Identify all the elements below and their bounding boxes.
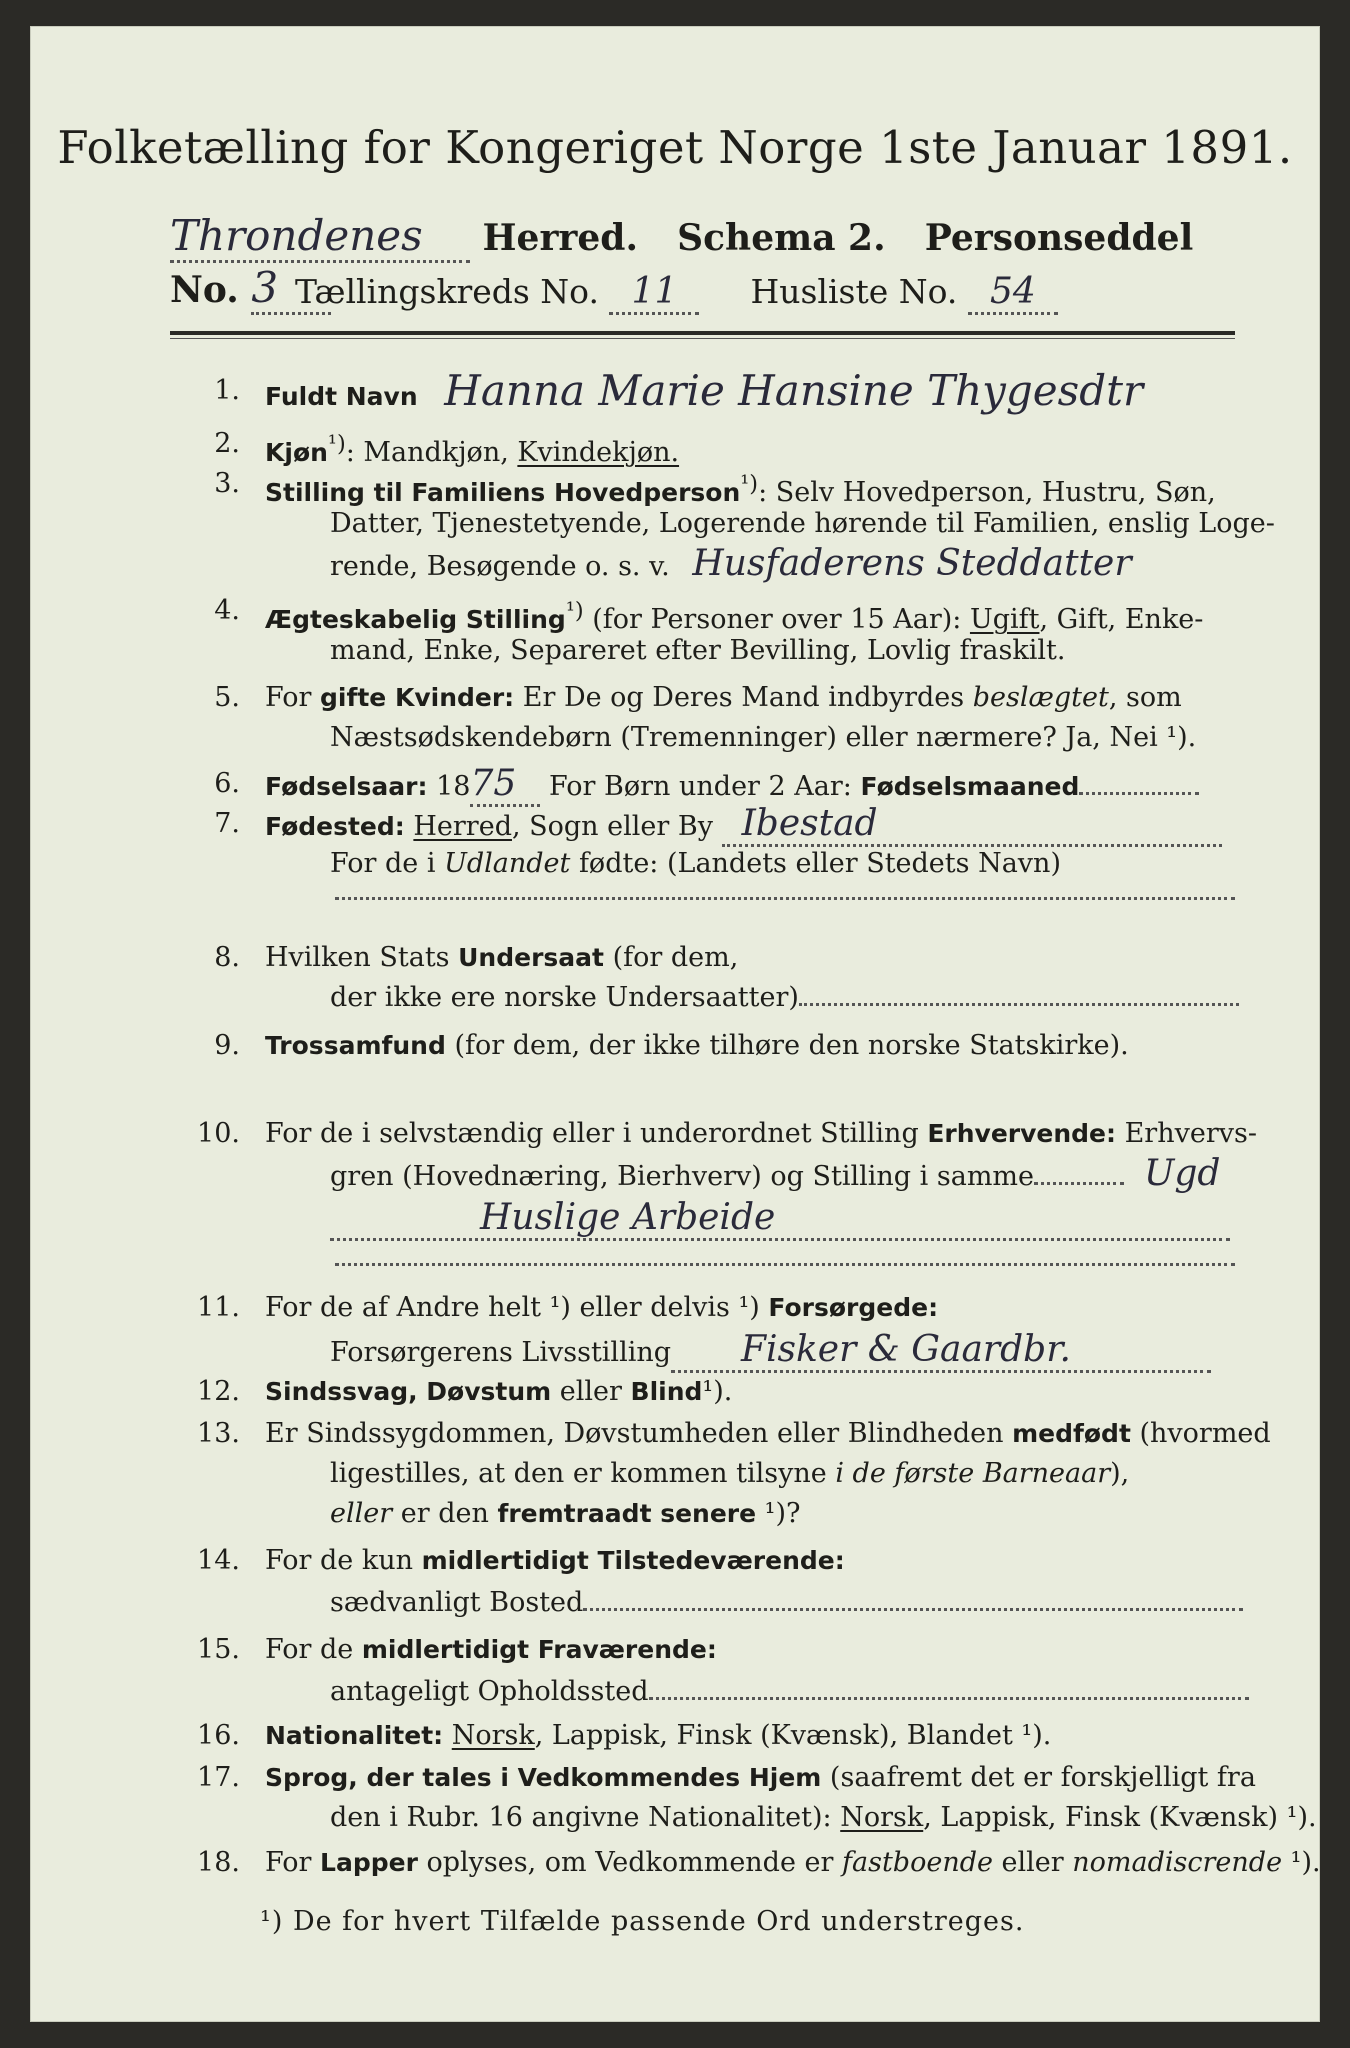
- item-12: [170, 1372, 1250, 1412]
- item-label: Nationalitet:: [265, 1721, 444, 1750]
- item-text-cont: ),: [1110, 1458, 1130, 1489]
- kreds-label: Tællingskreds No.: [295, 272, 599, 311]
- item-number: 2.: [214, 428, 240, 459]
- item-text: : Mandkjøn,: [345, 437, 518, 468]
- census-form: [30, 26, 1320, 2022]
- item-17: [170, 1758, 1317, 1838]
- footnote-mark: ¹): [327, 431, 346, 457]
- footnote: ¹) De for hvert Tilfælde passende Ord understreges.: [260, 1906, 1025, 1937]
- item-number: 5.: [214, 682, 240, 713]
- item-label: Kjøn: [265, 438, 328, 467]
- item-3: [170, 464, 1275, 584]
- item-italic: eller: [330, 1498, 393, 1529]
- husliste-label: Husliste No.: [750, 272, 958, 311]
- selected-option: Norsk: [840, 1802, 924, 1833]
- item-number: 17.: [197, 1762, 240, 1793]
- item-9: [170, 1026, 1250, 1066]
- birth-year-value: 75: [470, 764, 540, 807]
- item-text-cont: , Lappisk, Finsk (Kvænsk) ¹).: [923, 1802, 1317, 1833]
- selected-option: Herred: [413, 811, 512, 842]
- item-label: fremtraadt senere: [497, 1499, 757, 1528]
- selected-option: Kvindekjøn.: [517, 437, 680, 468]
- dotted-fill: [799, 981, 1239, 1006]
- item-text: (for dem,: [603, 942, 739, 973]
- item-label: gifte Kvinder:: [320, 683, 515, 712]
- item-number: 11.: [197, 1292, 240, 1323]
- item-8: [170, 938, 1250, 1018]
- stilling-value: Husfaderens Steddatter: [692, 543, 1132, 584]
- provider-value: Fisker & Gaardbr.: [671, 1330, 1211, 1373]
- full-name-value: Hanna Marie Hansine Thygesdtr: [444, 366, 1144, 415]
- item-text-cont: der ikke ere norske Undersaatter): [330, 982, 799, 1013]
- item-text: oplyses, om Vedkommende er: [417, 1847, 842, 1878]
- item-text: , Sogn eller By: [511, 811, 713, 842]
- item-number: 16.: [197, 1720, 240, 1751]
- item-label: Fødselsmaaned: [860, 772, 1080, 801]
- dotted-fill: [583, 1586, 1243, 1611]
- item-number: 15.: [197, 1634, 240, 1665]
- item-label: Erhvervende:: [927, 1119, 1117, 1148]
- item-text-cont: ligestilles, at den er kommen tilsyne: [330, 1458, 836, 1489]
- dotted-fill: [335, 896, 1235, 900]
- schema-label: Schema 2.: [677, 217, 886, 259]
- selected-option: Ugift: [969, 604, 1040, 635]
- item-text: ¹)?: [756, 1498, 801, 1529]
- header-rule: [170, 331, 1235, 335]
- item-number: 3.: [214, 468, 240, 499]
- item-label: medfødt: [1012, 1419, 1131, 1448]
- item-number: 7.: [214, 808, 240, 839]
- item-label: Undersaat: [458, 943, 604, 972]
- item-label: midlertidigt Fraværende:: [361, 1635, 717, 1664]
- item-text-cont: sædvanligt Bosted: [330, 1587, 584, 1618]
- selected-option: Norsk: [451, 1720, 535, 1751]
- footnote-mark: ¹): [565, 598, 584, 624]
- item-number: 13.: [197, 1418, 240, 1449]
- dotted-fill: [1034, 1160, 1124, 1185]
- kreds-no: 11: [609, 271, 699, 315]
- item-label: Forsørgede:: [768, 1293, 939, 1322]
- item-italic: beslægtet: [972, 682, 1109, 713]
- item-label: Fødselsaar:: [265, 772, 428, 801]
- item-14: [170, 1541, 1250, 1621]
- item-number: 14.: [197, 1545, 240, 1576]
- item-16: [170, 1716, 1250, 1756]
- item-text: For de af Andre helt ¹) eller delvis ¹): [265, 1292, 769, 1323]
- item-text: Hvilken Stats: [265, 942, 459, 973]
- item-text: (for dem, der ikke tilhøre den norske Statskirke).: [445, 1030, 1129, 1061]
- personseddel-label: Personseddel No.: [170, 217, 1194, 311]
- item-text: , Lappisk, Finsk (Kvænsk), Blandet ¹).: [534, 1720, 1052, 1751]
- herred-label: Herred.: [482, 217, 639, 259]
- item-text: For Børn under 2 Aar:: [540, 771, 861, 802]
- occupation-side-value: Ugd: [1144, 1153, 1221, 1194]
- item-label: Trossamfund: [265, 1031, 446, 1060]
- item-text-cont: mand, Enke, Separeret efter Bevilling, Lovlig fraskilt.: [330, 635, 1066, 666]
- item-text-cont: den i Rubr. 16 angivne Nationalitet):: [330, 1802, 841, 1833]
- item-10: [170, 1114, 1257, 1244]
- item-italic: i de første Barneaar: [835, 1458, 1111, 1489]
- item-5: [170, 678, 1250, 758]
- birthplace-value: Ibestad: [722, 804, 1222, 847]
- item-text-cont: Næstsødskendebørn (Tremenninger) eller nærmere? Ja, Nei ¹).: [330, 722, 1197, 753]
- item-number: 8.: [214, 942, 240, 973]
- item-text: (for Personer over 15 Aar):: [583, 604, 970, 635]
- item-text: 18: [427, 771, 471, 802]
- item-text: For de i selvstændig eller i underordnet Stilling: [265, 1118, 928, 1149]
- item-label: Sindssvag, Døvstum: [265, 1377, 552, 1406]
- item-label: Sprog, der tales i Vedkommendes Hjem: [265, 1763, 822, 1792]
- item-text: Er De og Deres Mand indbyrdes: [514, 682, 973, 713]
- item-number: 1.: [214, 375, 240, 406]
- item-text: eller: [992, 1847, 1073, 1878]
- item-label: Ægteskabelig Stilling: [265, 605, 566, 634]
- item-italic: Udlandet: [444, 848, 571, 879]
- item-4: [170, 591, 1250, 671]
- item-text: , Gift, Enke-: [1039, 604, 1204, 635]
- item-15: [170, 1630, 1250, 1710]
- item-italic: fastboende: [842, 1847, 993, 1878]
- item-text: Er Sindssygdommen, Døvstumheden eller Blindheden: [265, 1418, 1013, 1449]
- item-text-cont: gren (Hovednæring, Bierhverv) og Stilling i samme: [330, 1161, 1035, 1192]
- item-text: , som: [1108, 682, 1182, 713]
- herred-handwritten: Throndenes: [170, 211, 470, 263]
- item-1: [170, 366, 1250, 421]
- item-number: 12.: [197, 1376, 240, 1407]
- item-label: Fuldt Navn: [265, 382, 418, 411]
- item-text-cont: For de i: [330, 848, 445, 879]
- item-number: 9.: [214, 1030, 240, 1061]
- footnote-mark: ¹): [740, 471, 759, 497]
- item-13: [170, 1414, 1271, 1534]
- item-2: [170, 424, 1250, 468]
- item-6: [170, 764, 1250, 804]
- kreds-line: [295, 271, 1115, 317]
- item-11: [170, 1288, 1250, 1368]
- personseddel-no: 3: [251, 263, 331, 315]
- dotted-fill: [649, 1675, 1249, 1700]
- dotted-fill: [1079, 770, 1199, 795]
- occupation-value: Huslige Arbeide: [330, 1198, 1230, 1241]
- item-text-cont: fødte: (Landets eller Stedets Navn): [570, 848, 1061, 879]
- item-text-cont: rende, Besøgende o. s. v.: [330, 551, 670, 582]
- item-label: midlertidigt Tilstedeværende:: [421, 1546, 845, 1575]
- item-label: Fødested:: [265, 812, 405, 841]
- item-text: (saafremt det er forskjelligt fra: [821, 1762, 1256, 1793]
- item-text: Erhvervs-: [1116, 1118, 1257, 1149]
- item-label: Lapper: [320, 1848, 418, 1877]
- form-title: Folketælling for Kongeriget Norge 1ste Januar 1891.: [57, 121, 1293, 174]
- header-rule-thin: [170, 338, 1235, 339]
- item-italic: nomadiscrende: [1072, 1847, 1283, 1878]
- item-number: 4.: [214, 595, 240, 626]
- item-text: ¹).: [702, 1376, 733, 1407]
- dotted-fill: [335, 1262, 1235, 1266]
- item-text: (hvormed: [1130, 1418, 1271, 1449]
- item-number: 18.: [197, 1847, 240, 1878]
- item-text: For de kun: [265, 1545, 422, 1576]
- item-number: 6.: [214, 768, 240, 799]
- item-text: ¹).: [1282, 1847, 1321, 1878]
- item-text: eller: [551, 1376, 631, 1407]
- item-text-cont: Datter, Tjenestetyende, Logerende hørende til Familien, enslig Loge-: [330, 508, 1275, 539]
- item-text: For: [265, 1847, 321, 1878]
- husliste-no: 54: [968, 271, 1058, 315]
- item-text-cont: antageligt Opholdssted: [330, 1676, 649, 1707]
- item-text-cont: er den: [392, 1498, 498, 1529]
- item-text: : Selv Hovedperson, Hustru, Søn,: [758, 477, 1216, 508]
- item-text: For de: [265, 1634, 362, 1665]
- item-number: 10.: [197, 1118, 240, 1149]
- item-7: [170, 804, 1250, 884]
- item-18: [170, 1843, 1321, 1883]
- item-label: Blind: [630, 1377, 703, 1406]
- item-text-cont: Forsørgerens Livsstilling: [330, 1337, 672, 1368]
- item-label: Stilling til Familiens Hovedperson: [265, 478, 741, 507]
- item-text: For: [265, 682, 321, 713]
